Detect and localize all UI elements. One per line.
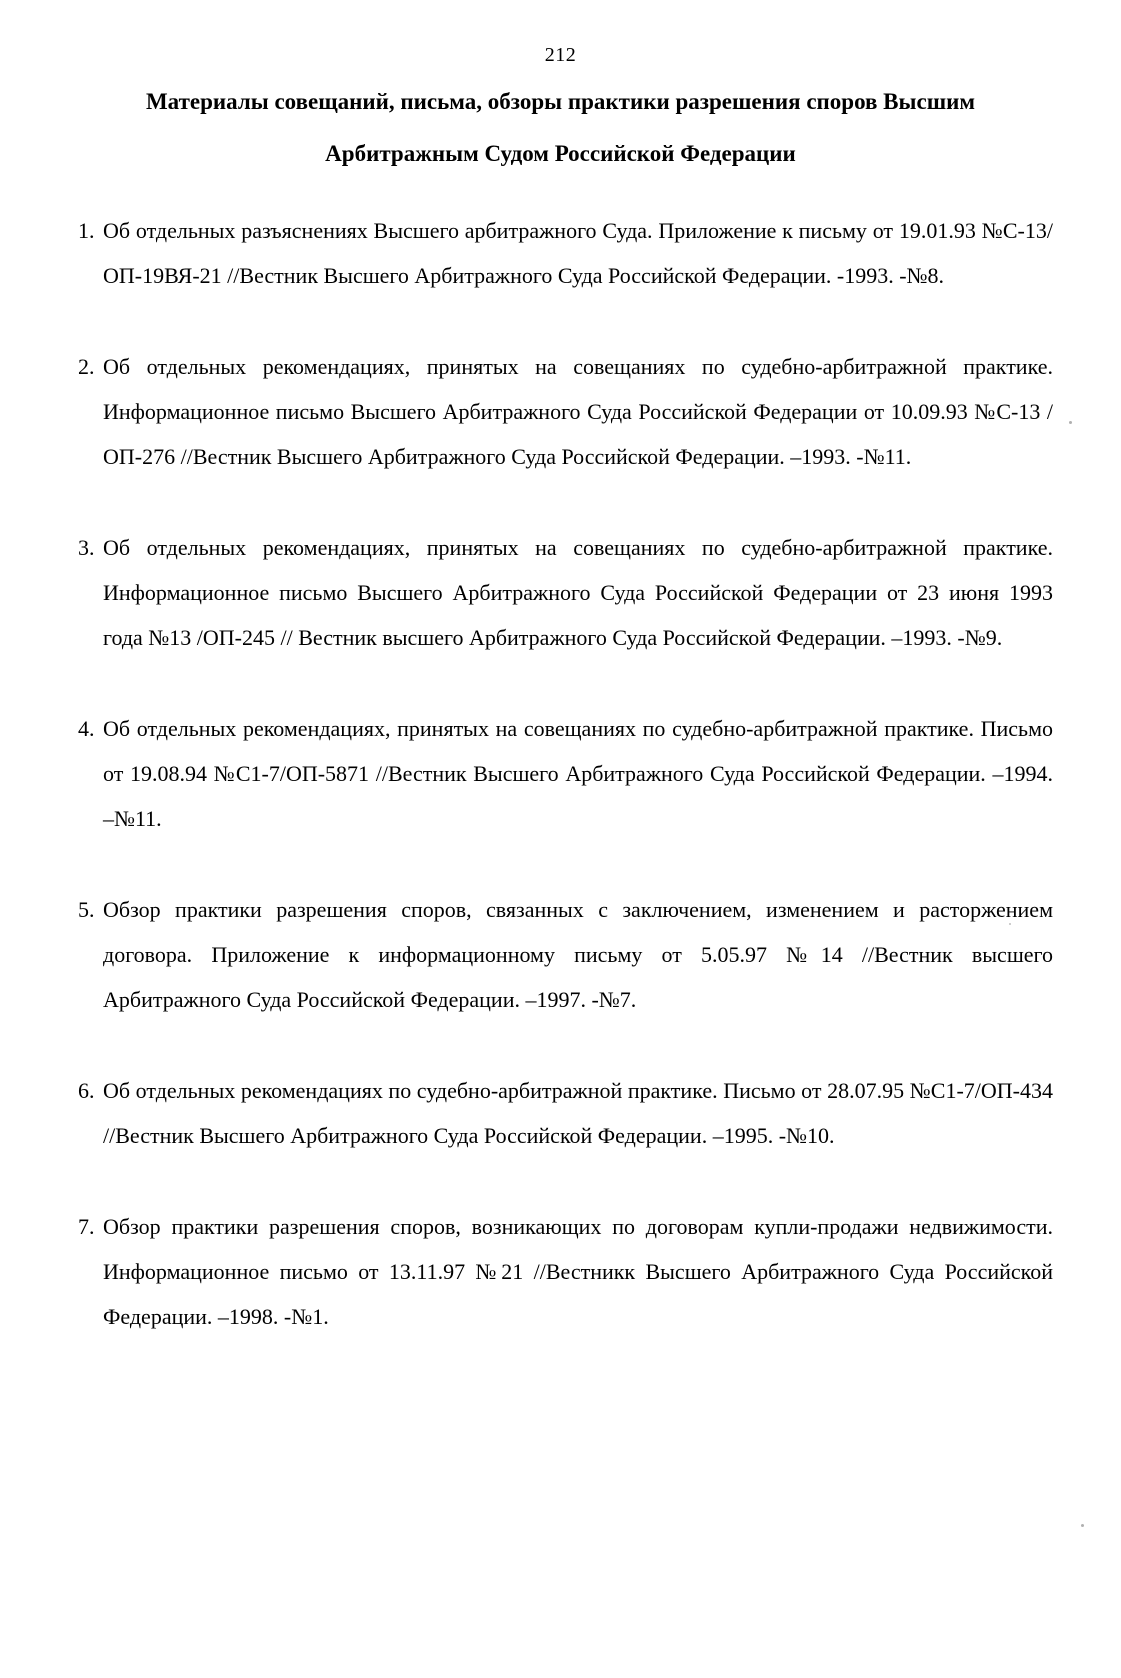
list-item-number: 7. [78,1214,95,1239]
list-item [78,706,1053,841]
list-item-number: 6. [78,1078,95,1103]
page-title-line-1: Материалы совещаний, письма, обзоры практики разрешения споров Высшим [145,89,976,114]
list-item [78,887,1053,1022]
page-title-line-2: Арбитражным Судом Российской Федерации [325,141,796,166]
list-item [78,1204,1053,1339]
list-item [78,208,1053,298]
reference-list [78,208,1053,1339]
list-item-number: 2. [78,354,95,379]
list-item [78,344,1053,479]
list-item-text: Об отдельных разъяснениях Высшего арбитражного Суда. Приложение к письму от 19.01.93 №С-13/ОП-19ВЯ-21 //Вестник Высшего Арбитражного Суда Российской Федерации. -1993. -№8. [103,218,1053,288]
list-item-text: Об отдельных рекомендациях, принятых на совещаниях по судебно-арбитражной практике. Информационное письмо Высшего Арбитражного Суда Российской Федерации от 10.09.93 №С-13 /ОП-276 //Вестник Высшего Арбитражного Суда Российской Федерации. –1993. -№11. [103,354,1053,469]
scan-speck [1009,923,1011,925]
list-item [78,525,1053,660]
page-title [0,76,1121,180]
list-item-text: Обзор практики разрешения споров, возникающих по договорам купли-продажи недвижимости. Информационное письмо от 13.11.97 №21 //Вестникк Высшего Арбитражного Суда Российской Федерации. –1998. -№1. [103,1214,1053,1329]
list-item-text: Об отдельных рекомендациях, принятых на совещаниях по судебно-арбитражной практике. Письмо от 19.08.94 №С1-7/ОП-5871 //Вестник Высшего Арбитражного Суда Российской Федерации. –1994. –№11. [103,716,1053,831]
page-number: 212 [544,44,577,66]
list-item-number: 4. [78,716,95,741]
list-item [78,1068,1053,1158]
list-item-text: Об отдельных рекомендациях по судебно-арбитражной практике. Письмо от 28.07.95 №С1-7/ОП-434 //Вестник Высшего Арбитражного Суда Российской Федерации. –1995. -№10. [103,1078,1053,1148]
list-item-number: 5. [78,897,95,922]
scan-speck [1069,421,1072,424]
list-item-text: Обзор практики разрешения споров, связанных с заключением, изменением и расторжением договора. Приложение к информационному письму от 5.05.97 №14 //Вестник высшего Арбитражного Суда Российской Федерации. –1997. -№7. [103,897,1053,1012]
list-item-number: 1. [78,218,95,243]
list-item-text: Об отдельных рекомендациях, принятых на совещаниях по судебно-арбитражной практике. Информационное письмо Высшего Арбитражного Суда Российской Федерации от 23 июня 1993 года №13 /ОП-245 // Вестник высшего Арбитражного Суда Российской Федерации. –1993. -№9. [103,535,1053,650]
list-item-number: 3. [78,535,95,560]
scan-speck [1081,1524,1084,1527]
